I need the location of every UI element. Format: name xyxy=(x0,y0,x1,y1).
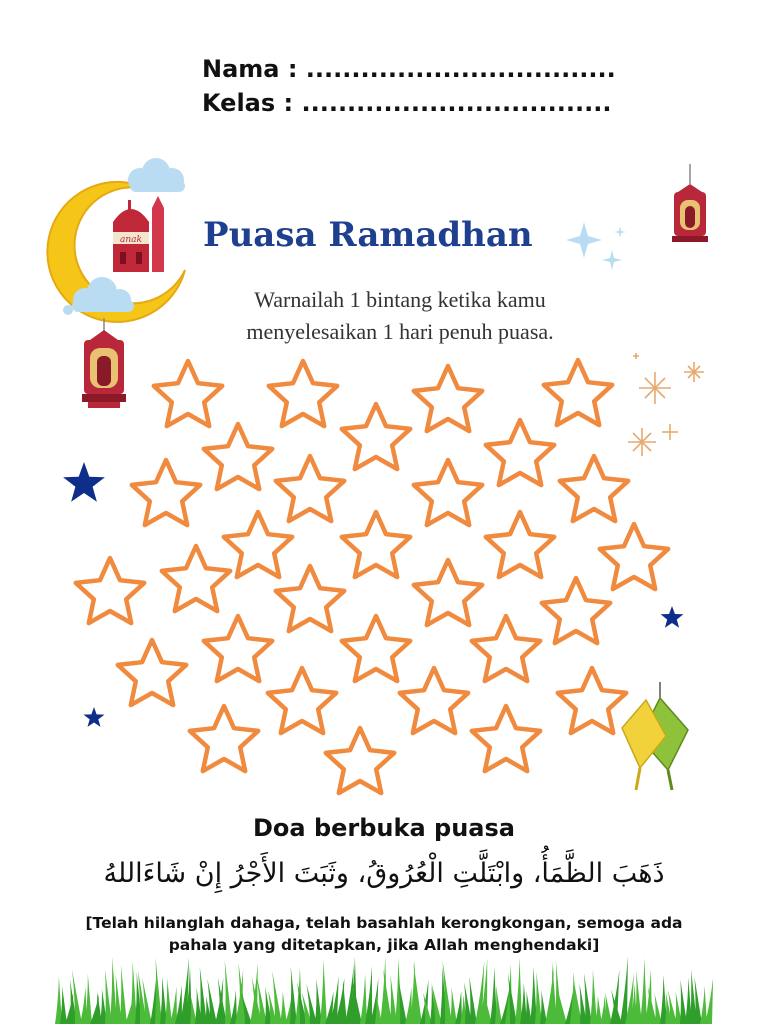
fasting-day-star-22[interactable] xyxy=(342,616,410,681)
fasting-day-star-20[interactable] xyxy=(542,578,610,643)
fasting-day-star-10[interactable] xyxy=(414,460,482,525)
fasting-day-star-24[interactable] xyxy=(118,640,186,705)
fasting-day-star-6[interactable] xyxy=(204,424,272,489)
fasting-day-star-11[interactable] xyxy=(560,456,628,521)
ketupat-icon xyxy=(622,682,688,790)
name-field[interactable]: Nama : .................................. xyxy=(202,55,616,83)
fasting-day-star-7[interactable] xyxy=(486,420,554,485)
fasting-day-star-2[interactable] xyxy=(269,361,337,426)
class-field[interactable]: Kelas : .................................. xyxy=(202,89,612,117)
fasting-day-star-13[interactable] xyxy=(342,512,410,577)
lantern-left-icon xyxy=(82,318,126,408)
fasting-day-star-23[interactable] xyxy=(472,616,540,681)
fasting-day-star-19[interactable] xyxy=(414,560,482,625)
fasting-day-star-12[interactable] xyxy=(224,512,292,577)
fasting-day-star-21[interactable] xyxy=(204,616,272,681)
sparkle-icons xyxy=(566,222,626,270)
fasting-day-star-1[interactable] xyxy=(154,361,222,426)
fasting-day-star-9[interactable] xyxy=(276,456,344,521)
lantern-right-icon xyxy=(672,164,708,242)
fasting-day-star-29[interactable] xyxy=(472,706,540,771)
instruction-line-2: menyelesaikan 1 hari penuh puasa. xyxy=(246,319,554,344)
doa-translation: [Telah hilanglah dahaga, telah basahlah kerongkongan, semoga ada pahala yang ditetapkan, jika Allah menghendaki] xyxy=(85,914,683,954)
student-form xyxy=(202,52,622,120)
navy-star-icon-3 xyxy=(84,707,105,727)
fasting-day-star-25[interactable] xyxy=(268,668,336,733)
grass xyxy=(55,956,713,1024)
fasting-day-star-4[interactable] xyxy=(544,360,612,425)
navy-star-icon-1 xyxy=(63,462,105,502)
fasting-day-star-16[interactable] xyxy=(76,558,144,623)
fasting-day-star-27[interactable] xyxy=(558,668,626,733)
navy-star-decorations xyxy=(63,462,683,727)
instruction-text xyxy=(180,284,620,348)
star-tracker-grid xyxy=(76,360,668,793)
fasting-day-star-30[interactable] xyxy=(326,728,394,793)
doa-title: Doa berbuka puasa xyxy=(253,814,515,842)
fasting-day-star-28[interactable] xyxy=(190,706,258,771)
fasting-day-star-8[interactable] xyxy=(132,460,200,525)
navy-star-icon-2 xyxy=(661,606,684,628)
crescent-moon-mosque xyxy=(47,158,185,322)
fasting-day-star-14[interactable] xyxy=(486,512,554,577)
fasting-day-star-26[interactable] xyxy=(400,668,468,733)
fasting-day-star-5[interactable] xyxy=(342,404,410,469)
mosque-sign: anak xyxy=(120,235,142,245)
fasting-day-star-17[interactable] xyxy=(162,546,230,611)
doa-arabic-text: ذَهَبَ الظَّمَأُ، وابْتَلَّتِ الْعُرُوقُ، وثَبَتَ الأَجْرُ إِنْ شَاءَاللهُ xyxy=(103,858,665,889)
fasting-day-star-3[interactable] xyxy=(414,366,482,431)
fasting-day-star-18[interactable] xyxy=(276,566,344,631)
instruction-line-1: Warnailah 1 bintang ketika kamu xyxy=(254,287,546,312)
gold-sparkle-icons xyxy=(628,353,704,456)
fasting-day-star-15[interactable] xyxy=(600,524,668,589)
page-title: Puasa Ramadhan xyxy=(203,215,533,255)
